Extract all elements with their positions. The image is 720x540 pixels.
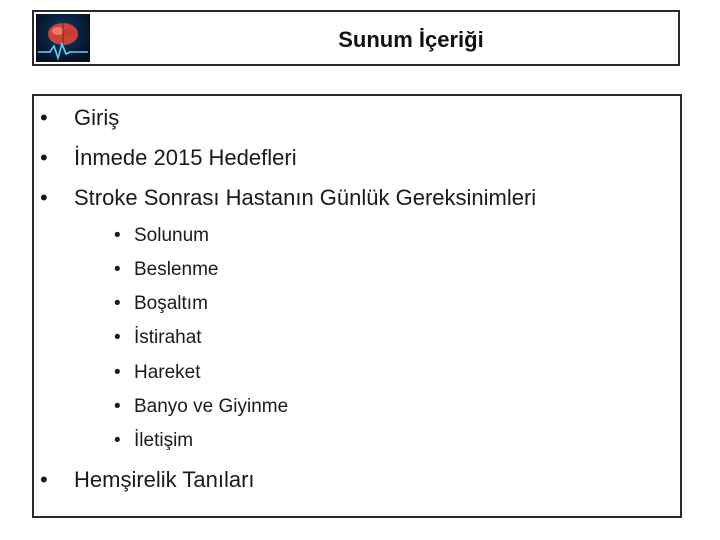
bullet-icon: • xyxy=(114,362,121,383)
bullet-icon: • xyxy=(40,145,48,170)
brain-logo-icon xyxy=(36,14,90,62)
bullet-icon: • xyxy=(114,259,121,280)
sub-list-item-label: Beslenme xyxy=(134,259,219,280)
sub-list-item-label: Hareket xyxy=(134,362,201,383)
bullet-icon: • xyxy=(114,327,121,348)
list-item-label: İnmede 2015 Hedefleri xyxy=(74,145,297,170)
bullet-icon: • xyxy=(40,467,48,492)
bullet-icon: • xyxy=(40,105,48,130)
list-item-label: Giriş xyxy=(74,105,120,130)
bullet-icon: • xyxy=(114,396,121,417)
sub-list-item-label: Solunum xyxy=(134,225,209,246)
slide-title: Sunum İçeriği xyxy=(338,27,484,52)
list-item-label: Stroke Sonrası Hastanın Günlük Gereksinimleri xyxy=(74,185,537,210)
sub-list-item-label: İletişim xyxy=(134,430,194,451)
sub-list-item-label: Banyo ve Giyinme xyxy=(134,396,289,417)
slide-title-box xyxy=(32,10,680,66)
bullet-icon: • xyxy=(114,430,121,451)
bullet-icon: • xyxy=(114,293,121,314)
slide-content xyxy=(32,94,682,518)
bullet-icon: • xyxy=(114,225,121,246)
list-item-label: Hemşirelik Tanıları xyxy=(74,467,255,492)
sub-list-item-label: Boşaltım xyxy=(134,293,208,314)
bullet-icon: • xyxy=(40,185,48,210)
sub-list-item-label: İstirahat xyxy=(134,327,202,348)
